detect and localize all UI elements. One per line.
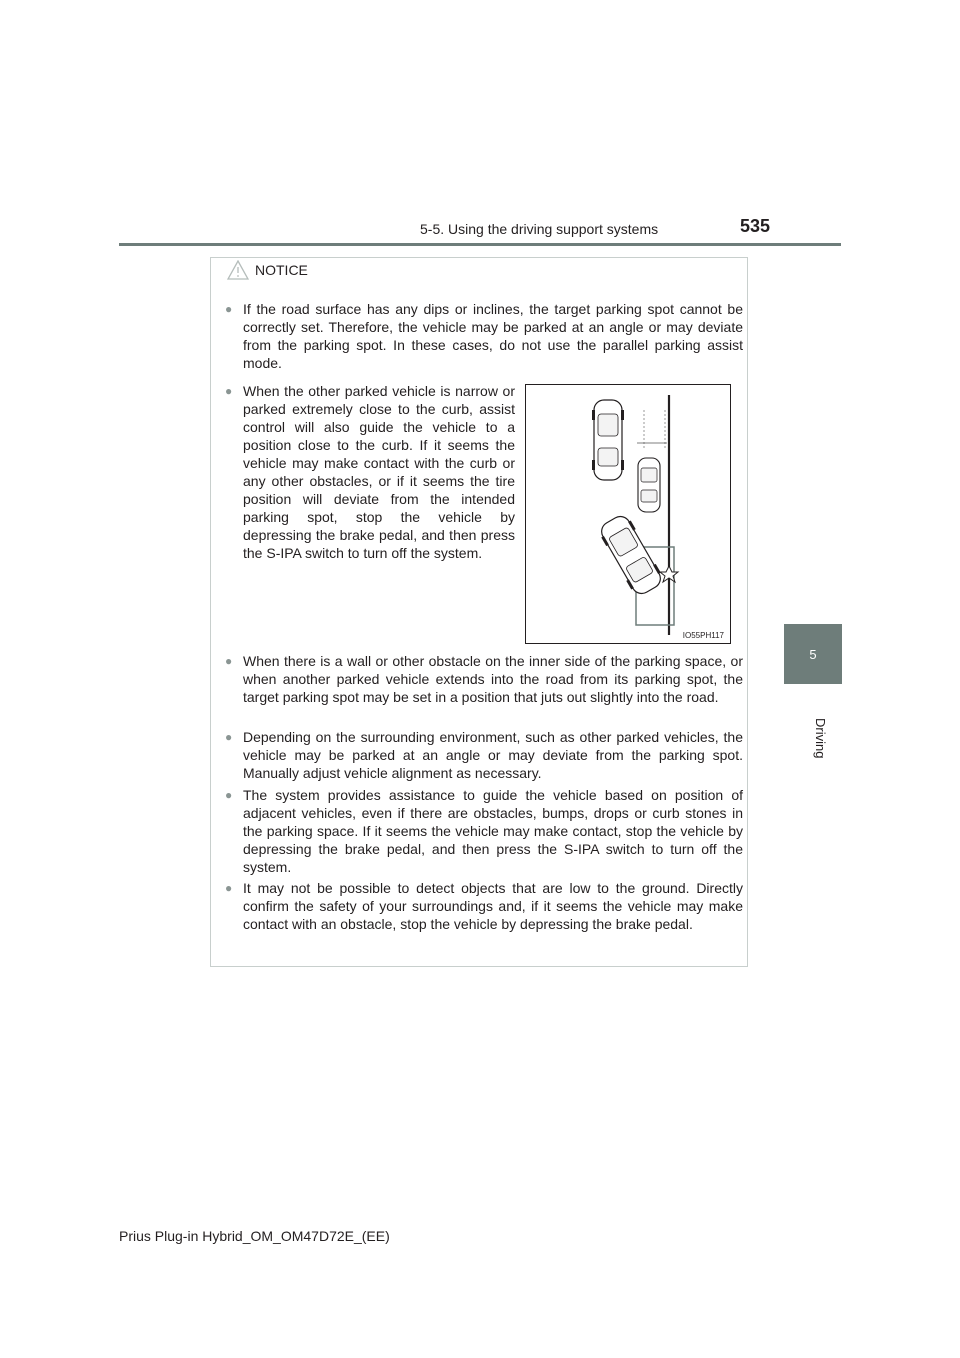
chapter-label: Driving [813,718,828,759]
bullet-text: It may not be possible to detect objects that are low to the ground. Directly confirm the safety of your surroundings and, if it seems the vehicle may make contact with an obstacle, stop the vehicle by depressing the brake pedal. [243,880,743,932]
chapter-tab[interactable] [784,624,842,684]
chapter-number: 5 [809,646,817,662]
notice-bullet [225,728,743,782]
bullet-text: When the other parked vehicle is narrow or parked extremely close to the curb, assist control will also guide the vehicle to a position close to the curb. If it seems the vehicle may make contact with the curb or any other obstacles, or if it seems the tire position will deviate from the intended parking spot, stop the vehicle by depressing the brake pedal, and then press the S-IPA switch to turn off the system. [243,383,515,561]
footer-document-id: Prius Plug-in Hybrid_OM_OM47D72E_(EE) [119,1228,390,1244]
bullet-text: Depending on the surrounding environment, such as other parked vehicles, the vehicle may be parked at an angle or may deviate from the parking spot. Manually adjust vehicle alignment as necessary. [243,729,743,781]
notice-bullet [225,652,743,706]
notice-header [227,260,308,280]
notice-bullet [225,300,743,372]
parking-diagram [526,385,730,643]
bullet-dot-icon: ● [225,788,233,802]
bullet-dot-icon: ● [225,730,233,744]
bullet-text: If the road surface has any dips or inclines, the target parking spot cannot be correctly set. Therefore, the vehicle may be parked at an angle or may deviate from the parking spot. In these cases, do not use the parallel parking assist mode. [243,301,743,371]
notice-bullet [225,786,743,876]
parking-illustration [525,384,731,644]
reversing-car [596,512,665,598]
parked-car-top [592,400,624,480]
narrow-parked-car [638,458,660,512]
bullet-dot-icon: ● [225,881,233,895]
bullet-dot-icon: ● [225,384,233,398]
notice-bullet [225,879,743,933]
bullet-text: The system provides assistance to guide the vehicle based on position of adjacent vehicles, even if there are obstacles, bumps, drops or curb stones in the parking space. If it seems the vehicle may make contact, stop the vehicle by depressing the brake pedal, and then press the S-IPA switch to turn off the system. [243,787,743,875]
figure-id: IO55PH117 [682,631,724,640]
notice-title: NOTICE [255,262,308,278]
section-title: 5-5. Using the driving support systems [420,221,659,237]
notice-bullet [225,382,515,562]
bullet-dot-icon: ● [225,302,233,316]
header-rule [119,243,841,246]
bullet-dot-icon: ● [225,654,233,668]
page-number: 535 [740,216,771,236]
bullet-text: When there is a wall or other obstacle on the inner side of the parking space, or when another parked vehicle extends into the road from its parking spot, the target parking spot may be set in a position that juts out slightly into the road. [243,653,743,705]
warning-triangle-icon [227,260,249,280]
